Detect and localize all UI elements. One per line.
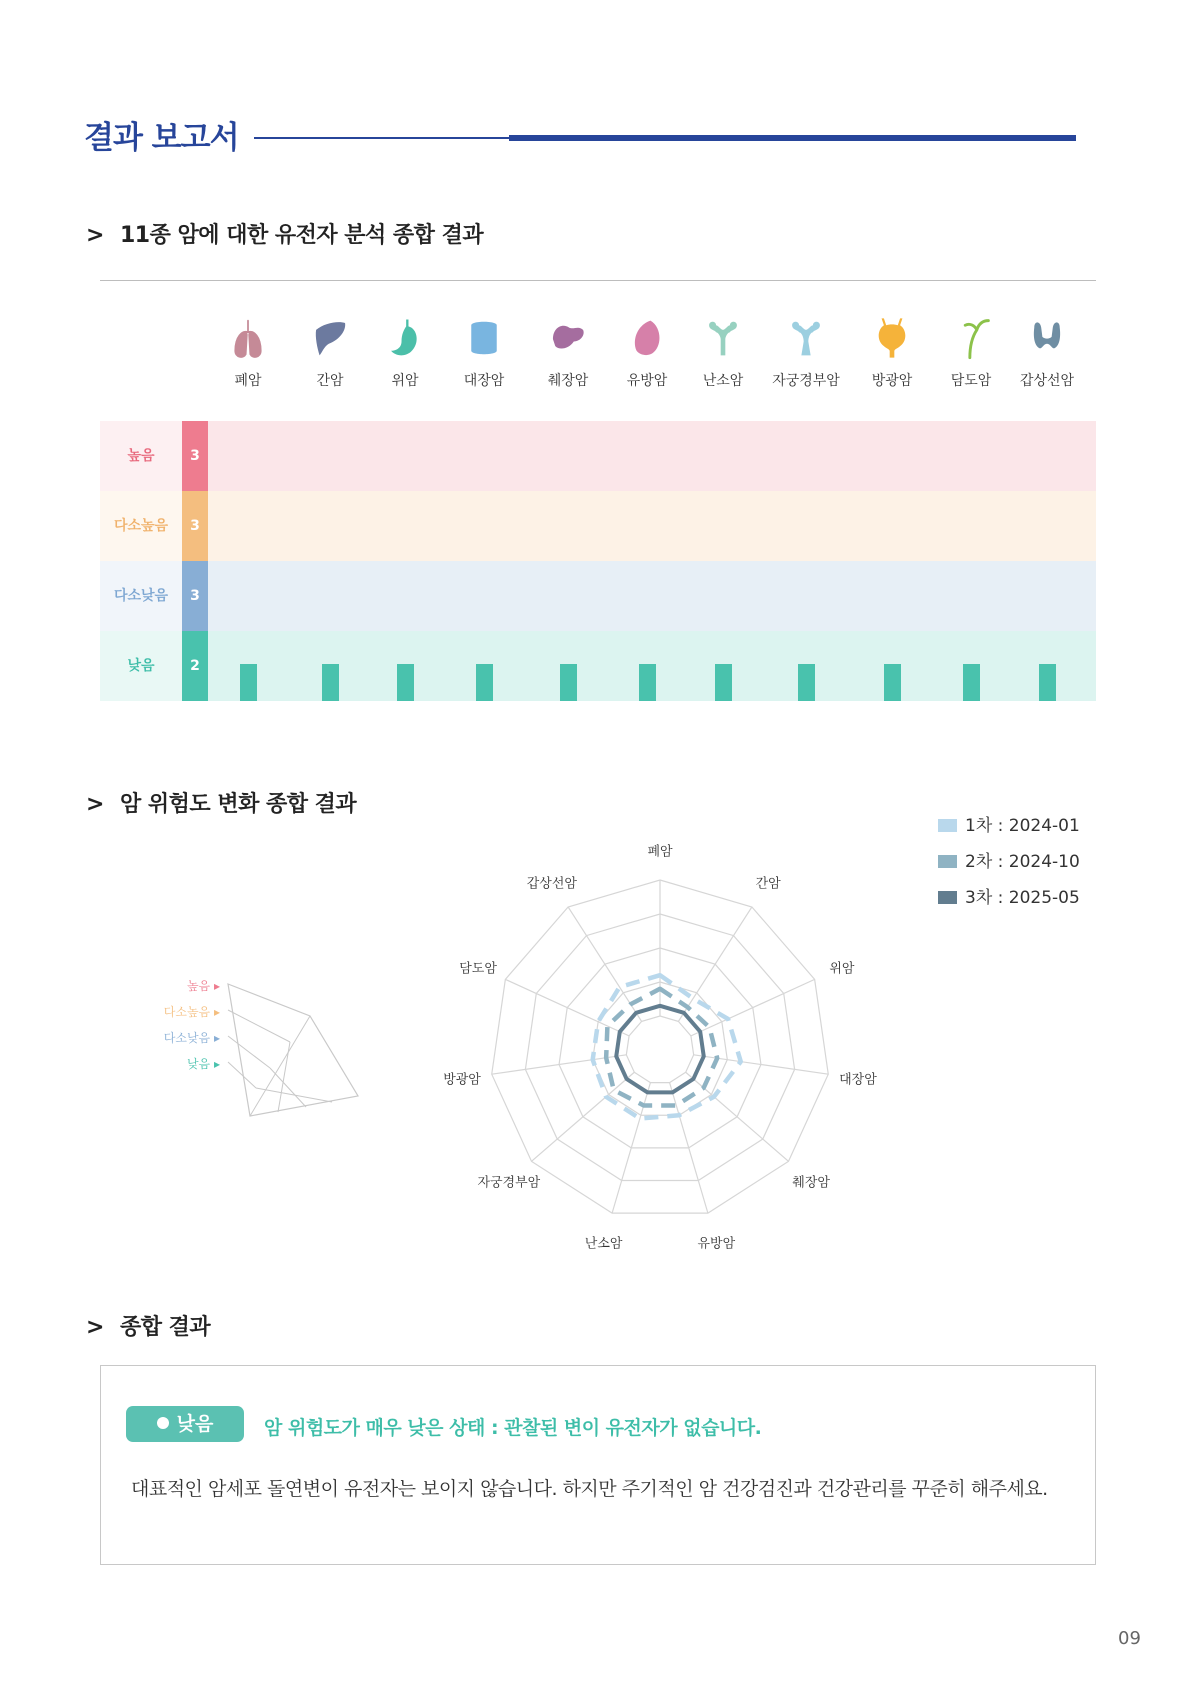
organ-label: 자궁경부암 [772,373,840,389]
section-heading-overall [86,1310,210,1341]
result-bar [560,664,577,701]
radar-axis-label: 대장암 [839,1072,877,1088]
legend-label: 1차 : 2024-01 [965,816,1080,836]
result-bar [397,664,414,701]
organ-column [685,316,761,390]
organ-column [768,316,844,390]
organ-label: 유방암 [626,373,668,389]
risk-level-label: 높음 [100,421,182,491]
report-title: 결과 보고서 [84,120,239,156]
radar-chart [440,830,880,1270]
lung-icon [228,316,268,360]
risk-level-count: 3 [182,561,208,631]
risk-level-count: 2 [182,631,208,701]
result-bar [1039,664,1056,701]
summary-box [100,1365,1096,1565]
risk-scale-mini-diagram [220,960,370,1120]
risk-level-label: 다소낮음 [100,561,182,631]
legend-label: 3차 : 2025-05 [965,888,1080,908]
legend-swatch [938,891,957,904]
section-heading-text: 암 위험도 변화 종합 결과 [120,792,357,817]
legend-item [938,811,1080,836]
radar-grid-ring [626,1016,693,1083]
organ-label: 간암 [316,373,344,389]
mini-grid-line [270,1068,306,1107]
radar-axis-label: 췌장암 [792,1175,830,1191]
legend-item [938,883,1080,908]
organ-label: 난소암 [702,373,744,389]
ovary-icon [703,316,743,360]
risk-level-row [100,561,1096,631]
organ-label: 폐암 [234,373,262,389]
organ-column [1009,316,1085,390]
radar-series [593,975,741,1118]
result-bar [715,664,732,701]
section-heading-risk-change [86,787,356,818]
result-bar [322,664,339,701]
organ-column [292,316,368,390]
risk-level-count: 3 [182,421,208,491]
badge-dot-icon [157,1417,169,1429]
organ-column [933,316,1009,390]
thyroid-icon [1027,316,1067,360]
radar-axis-label: 자궁경부암 [477,1175,541,1191]
radar-axis-label: 난소암 [584,1236,623,1252]
organ-label: 위암 [391,373,419,389]
organ-column [854,316,930,390]
cervix-icon [786,316,826,360]
bile-duct-icon [951,316,991,360]
organ-label: 췌장암 [547,373,589,389]
section-heading-text: 11종 암에 대한 유전자 분석 종합 결과 [120,223,484,248]
legend-item [938,847,1080,872]
section-arrow: > [86,1315,104,1340]
colon-icon [464,316,504,360]
result-bar [476,664,493,701]
risk-level-row [100,421,1096,491]
organ-column [210,316,286,390]
section-arrow: > [86,792,104,817]
legend-swatch [938,855,957,868]
page-number: 09 [1118,1628,1141,1649]
stomach-icon [385,316,425,360]
mini-outline [228,984,358,1116]
risk-level-label: 다소높음 [100,491,182,561]
organ-label: 방광암 [871,373,913,389]
organ-column [609,316,685,390]
risk-level-label: 낮음 [100,631,182,701]
result-bar [639,664,656,701]
liver-icon [310,316,350,360]
radar-axis-label: 갑상선암 [526,876,577,892]
summary-description: 대표적인 암세포 돌연변이 유전자는 보이지 않습니다. 하지만 주기적인 암 건강검진과 건강관리를 꾸준히 해주세요. [131,1478,1048,1500]
title-rule-thick [509,135,1076,141]
mini-grid-line [278,1042,290,1112]
radar-axis-label: 폐암 [647,844,673,860]
result-bar [798,664,815,701]
result-bar [884,664,901,701]
section-heading-genetic-summary [86,218,483,249]
organ-label: 갑상선암 [1019,373,1075,389]
radar-axis-label: 방광암 [443,1072,481,1088]
badge-label: 낮음 [176,1413,214,1435]
radar-axis-label: 간암 [755,876,781,892]
bladder-icon [872,316,912,360]
mini-scale-label: 낮음 ▸ [186,1057,220,1071]
radar-axis-label: 위암 [829,961,855,977]
radar-axis-label: 담도암 [459,961,497,977]
breast-icon [627,316,667,360]
result-bar [240,664,257,701]
risk-level-count: 3 [182,491,208,561]
organ-column [530,316,606,390]
mini-scale-label: 다소높음 ▸ [163,1005,220,1019]
pancreas-icon [548,316,588,360]
mini-grid-line [228,1036,270,1068]
organ-column [446,316,522,390]
result-bar [963,664,980,701]
organ-column [367,316,443,390]
mini-grid-line [256,1088,332,1102]
mini-scale-label: 다소낮음 ▸ [163,1031,220,1045]
section-arrow: > [86,223,104,248]
organ-label: 대장암 [463,373,505,389]
section-divider [100,280,1096,281]
section-heading-text: 종합 결과 [120,1315,211,1340]
risk-level-row [100,491,1096,561]
title-rule-thin [254,137,509,139]
mini-scale-label: 높음 ▸ [186,979,220,993]
radar-axis-label: 유방암 [697,1236,736,1252]
status-message: 암 위험도가 매우 낮은 상태 : 관찰된 변이 유전자가 없습니다. [264,1417,762,1439]
risk-badge [126,1406,244,1442]
legend-swatch [938,819,957,832]
organ-label: 담도암 [950,373,992,389]
radar-series [616,1006,704,1093]
radar-spoke [678,907,752,1021]
legend-label: 2차 : 2024-10 [965,852,1080,872]
